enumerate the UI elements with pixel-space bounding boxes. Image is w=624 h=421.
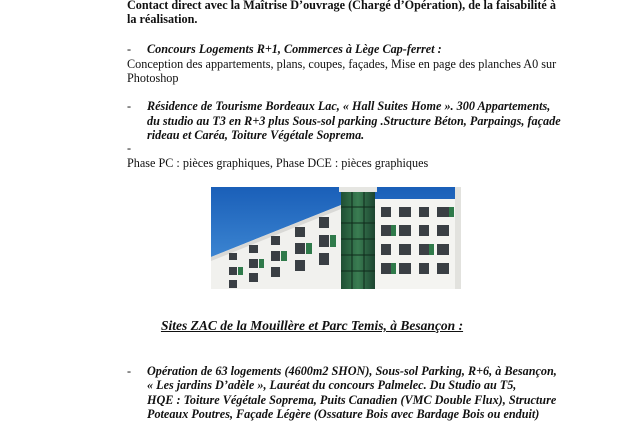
besancon-item-line-2: « Les jardins D’adèle », Lauréat du concours Palmelec. Du Studio au T5, <box>147 378 517 392</box>
item-title-lege-cap-ferret: Concours Logements R+1, Commerces à Lège Cap-ferret : <box>147 42 442 56</box>
item-description-line-2: Photoshop <box>127 71 179 85</box>
bullet-dash: - <box>127 99 132 113</box>
item-description-line-1: Conception des appartements, plans, coupes, façades, Mise en page des planches A0 sur <box>127 57 557 71</box>
bullet-dash: - <box>127 42 132 56</box>
item-title-bordeaux-lac-line-1: Résidence de Tourisme Bordeaux Lac, « Hall Suites Home ». 300 Appartements, <box>147 99 551 113</box>
item-title-bordeaux-lac-line-2: du studio au T3 en R+3 plus Sous-sol parking .Structure Béton, Parpaings, façade <box>147 114 561 128</box>
besancon-item-line-1: Opération de 63 logements (4600m2 SHON), Sous-sol Parking, R+6, à Besançon, <box>147 364 557 378</box>
building-photo <box>211 187 461 289</box>
section-heading: Sites ZAC de la Mouillère et Parc Temis, à Besançon : <box>160 318 464 333</box>
intro-line-2: la réalisation. <box>127 12 198 26</box>
besancon-item-line-3: HQE : Toiture Végétale Soprema, Puits Canadien (VMC Double Flux), Structure <box>147 393 557 407</box>
intro-line-1: Contact direct avec la Maîtrise D’ouvrage (Chargé d’Opération), de la faisabilité à <box>127 0 556 12</box>
item-title-bordeaux-lac-line-3: rideau et Caréa, Toiture Végétale Soprema. <box>147 128 365 142</box>
bullet-dash: - <box>127 364 132 378</box>
besancon-item-line-4: Poteaux Poutres, Façade Légère (Ossature Bois avec Bardage Bois ou enduit) <box>147 407 540 421</box>
phase-text: Phase PC : pièces graphiques, Phase DCE : pièces graphiques <box>127 156 429 170</box>
bullet-dash-extra: - <box>127 141 132 155</box>
